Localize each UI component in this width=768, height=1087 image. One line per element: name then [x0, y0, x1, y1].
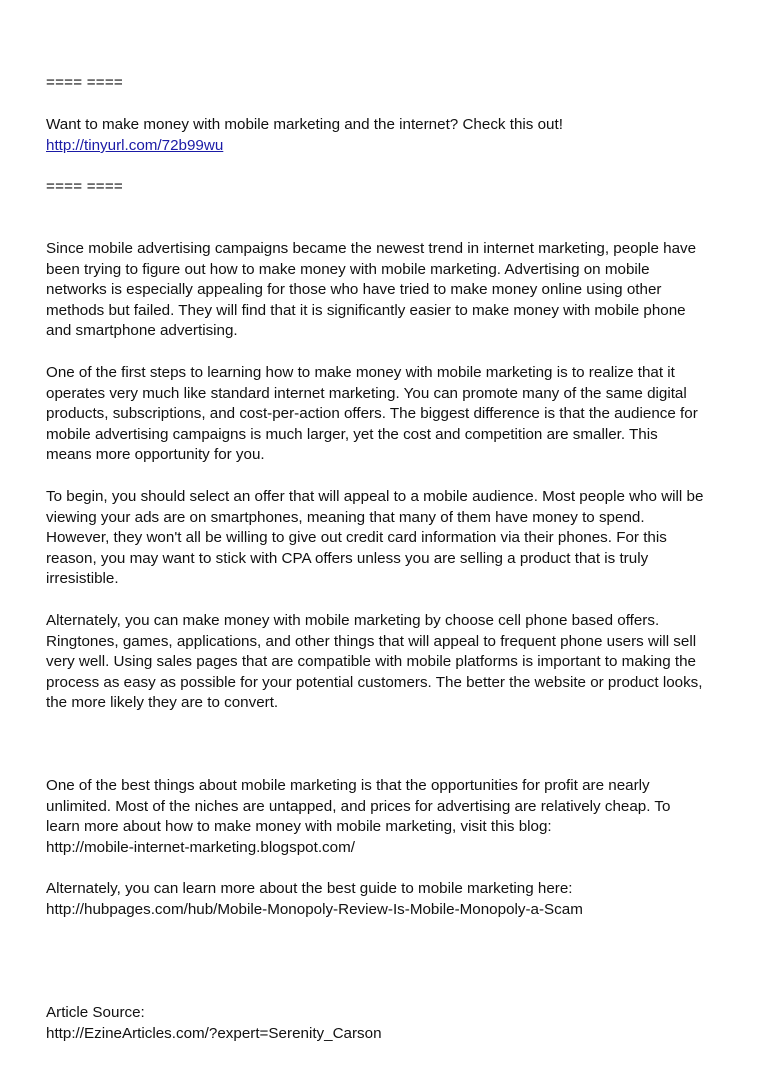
paragraph-line: Since mobile advertising campaigns became the newest trend in internet marketing, people have [46, 240, 697, 257]
blog-url[interactable]: http://mobile-internet-marketing.blogspot.com/ [46, 838, 355, 856]
hubpages-url[interactable]: http://hubpages.com/hub/Mobile-Monopoly-Review-Is-Mobile-Monopoly-a-Scam [46, 900, 583, 918]
paragraph-best-things [46, 776, 670, 858]
paragraph-line: irresistible. [46, 570, 119, 588]
paragraph-line: operates very much like standard internet marketing. You can promote many of the same digital [46, 384, 687, 402]
paragraph-line: However, they won't all be willing to give out credit card information via their phones. For this [46, 529, 667, 547]
paragraph-to-begin [46, 487, 703, 590]
source-url[interactable]: http://EzineArticles.com/?expert=Serenity_Carson [46, 1024, 382, 1042]
paragraph-line: the more likely they are to convert. [46, 694, 279, 712]
paragraph-line: To begin, you should select an offer that will appeal to a mobile audience. Most people who will be [46, 488, 704, 505]
separator-bottom: ==== ==== [46, 178, 123, 195]
paragraph-line: reason, you may want to stick with CPA offers unless you are selling a product that is truly [46, 549, 649, 567]
promo-text: Want to make money with mobile marketing and the internet? Check this out! [46, 116, 563, 133]
paragraph-line: unlimited. Most of the niches are untapped, and prices for advertising are relatively cheap. To [46, 797, 671, 815]
paragraph-line: methods but failed. They will find that it is significantly easier to make money with mobile phone [46, 301, 686, 319]
paragraph-line: One of the best things about mobile marketing is that the opportunities for profit are nearly [46, 777, 650, 794]
paragraph-alternately [46, 611, 703, 714]
paragraph-line: process as easy as possible for your potential customers. The better the website or product looks, [46, 673, 703, 691]
paragraph-intro [46, 239, 696, 342]
paragraph-line: very well. Using sales pages that are compatible with mobile platforms is important to making the [46, 653, 696, 671]
paragraph-line: products, subscriptions, and cost-per-action offers. The biggest difference is that the audience for [46, 405, 698, 423]
paragraph-line: mobile advertising campaigns is much larger, yet the cost and competition are smaller. This [46, 425, 658, 443]
paragraph-line: Alternately, you can make money with mobile marketing by choose cell phone based offers. [46, 612, 660, 629]
separator-top: ==== ==== [46, 74, 123, 91]
paragraph-line: viewing your ads are on smartphones, meaning that many of them have money to spend. [46, 508, 645, 526]
paragraph-line: networks is especially appealing for those who have tried to make money online using other [46, 281, 662, 299]
paragraph-line: and smartphone advertising. [46, 322, 238, 340]
promo-link[interactable]: http://tinyurl.com/72b99wu [46, 137, 224, 154]
paragraph-guide [46, 879, 583, 920]
paragraph-line: means more opportunity for you. [46, 446, 265, 464]
paragraph-line: been trying to figure out how to make money with mobile marketing. Advertising on mobile [46, 260, 650, 278]
paragraph-line: learn more about how to make money with mobile marketing, visit this blog: [46, 818, 552, 836]
paragraph-first-steps [46, 363, 698, 466]
source-label: Article Source: [46, 1004, 145, 1021]
paragraph-line: Alternately, you can learn more about the best guide to mobile marketing here: [46, 880, 573, 897]
paragraph-line: Ringtones, games, applications, and other things that will appeal to frequent phone users will sell [46, 632, 697, 650]
paragraph-line: One of the first steps to learning how to make money with mobile marketing is to realize that it [46, 364, 675, 381]
article-source [46, 1003, 382, 1044]
promo-link-line [46, 136, 223, 157]
